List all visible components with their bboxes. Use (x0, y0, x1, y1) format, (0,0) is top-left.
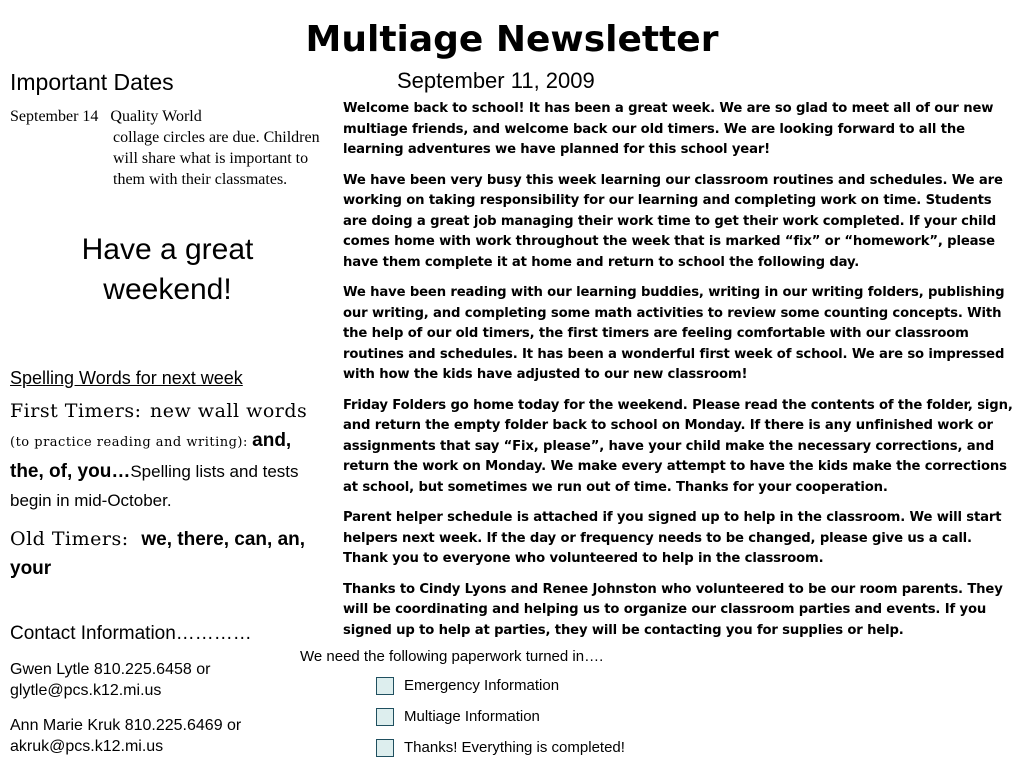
first-timers-word-list: and, the, of, you (10, 430, 292, 482)
contact-entry-gwen: Gwen Lytle 810.225.6458 or glytle@pcs.k12.mi.us (10, 661, 211, 699)
first-timers-words (10, 397, 325, 515)
article-paragraph: Parent helper schedule is attached if you signed up to help in the classroom. We will start helpers next week. If the day or frequency needs to be changed, please give us a call. Thank you to everyone who volunteered to help in the classroom. (343, 510, 1002, 566)
old-timers-word-list: we, there, can, an, your (10, 529, 306, 579)
important-dates-heading: Important Dates (10, 69, 174, 95)
first-timers-label: First Timers: (10, 400, 142, 422)
spelling-schedule-note: Spelling lists and tests begin in mid-October. (10, 462, 299, 510)
article-paragraph: Friday Folders go home today for the weekend. Please read the contents of the folder, sign, and return the empty folder back to school on Monday. If there is any unfinished work or assignments that say “Fix, please”, have your child make the necessary corrections, and return the work on Monday. We make every attempt to have the kids make the corrections at school, but sometimes we run out of time. Thanks for your cooperation. (343, 397, 1013, 495)
checkbox-icon[interactable] (376, 739, 394, 757)
checkbox-icon[interactable] (376, 677, 394, 695)
contact-heading: Contact Information………… (10, 623, 252, 644)
event-description: collage circles are due. Children will share what is important to them with their classmates. (113, 129, 320, 188)
first-timers-ellipsis: … (111, 461, 131, 482)
paperwork-item (376, 707, 540, 727)
article-paragraph: We have been reading with our learning buddies, writing in our writing folders, publishing our writing, and completing some math activities to review some counting concepts. With the help of our old timers, the first timers are feeling comfortable with our classroom routines and schedules. It has been a wonderful first week of school. We are so impressed with how the kids have adjusted to our new classroom! (343, 285, 1005, 382)
weekend-greeting: Have a great weekend! (81, 233, 254, 306)
paperwork-item-label: Multiage Information (404, 708, 540, 725)
checkbox-icon[interactable] (376, 708, 394, 726)
article-paragraph: Welcome back to school! It has been a great week. We are so glad to meet all of our new multiage friends, and welcome back our old timers. We are looking forward to all the learning adventures we have planned for this school year! (343, 101, 994, 157)
article-paragraph: Thanks to Cindy Lyons and Renee Johnston who volunteered to be our room parents. They will be coordinating and helping us to organize our classroom parties and events. If you signed up to help at parties, they will be contacting you for supplies or help. (343, 581, 1003, 638)
old-timers-words (10, 525, 325, 583)
newsletter-date: September 11, 2009 (397, 68, 595, 93)
paperwork-item (376, 738, 625, 758)
event-title: Quality World (110, 108, 202, 125)
paperwork-lead: We need the following paperwork turned in…. (300, 648, 604, 665)
contact-entry-ann-marie: Ann Marie Kruk 810.225.6469 or akruk@pcs.k12.mi.us (10, 717, 242, 755)
paperwork-item (376, 676, 559, 696)
event-date: September 14 (10, 108, 99, 125)
paperwork-item-label: Emergency Information (404, 677, 560, 694)
spelling-heading: Spelling Words for next week (10, 368, 243, 388)
paperwork-item-label: Thanks! Everything is completed! (404, 739, 625, 756)
first-timers-note: (to practice reading and writing): (10, 435, 248, 450)
old-timers-label: Old Timers: (10, 528, 129, 550)
event-item (10, 106, 340, 190)
newsletter-title: Multiage Newsletter (305, 19, 719, 60)
newsletter-article (343, 99, 1015, 651)
first-timers-intro: new wall words (150, 400, 308, 422)
article-paragraph: We have been very busy this week learning our classroom routines and schedules. We are working on taking responsibility for our learning and completing work on time. Students are doing a great job managing their work time to get their work completed. If your child comes home with work throughout the week that is marked “fix” or “homework”, please have them complete it at home and return to school the following day. (343, 172, 1003, 270)
